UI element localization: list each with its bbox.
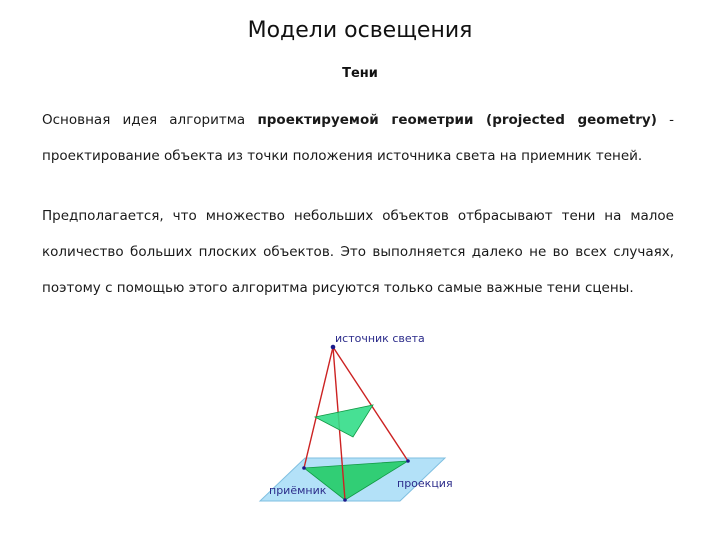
shadow-vertex-right [406, 459, 410, 463]
section-subtitle: Тени [342, 66, 378, 81]
paragraph-main-idea [42, 102, 674, 174]
light-source-point [331, 345, 336, 350]
occluder-triangle [315, 405, 373, 437]
ray-left-outer [304, 347, 333, 468]
paragraph-main-idea-intro: Основная идея алгоритма [42, 112, 258, 128]
term-projected-geometry: проектируемой геометрии (projected geometry) [257, 112, 657, 128]
shadow-projection-diagram [255, 325, 475, 510]
paragraph-main-idea-rest: - проектирование объекта из точки положения источника света на приемник теней. [42, 112, 674, 164]
paragraph-assumption: Предполагается, что множество небольших объектов отбрасывают тени на малое количество больших плоских объектов. Это выполняется далеко не во всех случаях, поэтому с помощью этого алгоритма рисуются только самые важные тени сцены. [42, 208, 674, 296]
shadow-vertex-front [343, 498, 347, 502]
label-light-source: источник света [335, 332, 425, 345]
shadow-vertex-left [302, 466, 306, 470]
label-receiver: приёмник [269, 484, 327, 497]
page-title: Модели освещения [247, 18, 473, 43]
ray-center [333, 347, 408, 461]
label-projection: проекция [397, 477, 453, 490]
